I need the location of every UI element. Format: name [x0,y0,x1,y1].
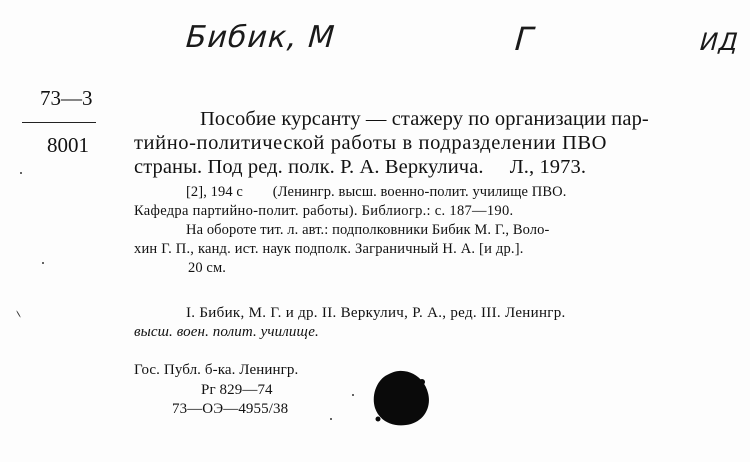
handwritten-author: Бибик, М [184,20,337,55]
entry-line-2: тийно-политической работы в подразделении ПВО [134,132,608,154]
footer-code: 73—ОЭ—4955/38 [172,401,289,417]
shelf-number: 8001 [47,133,89,157]
tracing-line-2: высш. воен. полит. училище. [134,324,319,340]
entry-line-4: [2], 194 с (Ленингр. высш. военно-полит. училище ПВО. [186,184,567,200]
entry-line-6: На обороте тит. л. авт.: подполковники Бибик М. Г., Воло- [186,222,550,238]
speck [42,262,44,264]
handwritten-letter: Г [513,20,536,58]
speck [16,310,21,317]
entry-line-8: 20 см. [188,260,226,276]
footer-library: Гос. Публ. б-ка. Ленингр. [134,362,299,378]
shelf-divider [22,122,96,123]
entry-line-5: Кафедра партийно-полит. работы). Библиогр.: с. 187—190. [134,203,514,219]
footer-rg: Рг 829—74 [201,382,273,398]
speck [20,172,22,174]
tracing-line-1: I. Бибик, М. Г. и др. II. Веркулич, Р. А., ред. III. Ленингр. [186,305,566,321]
shelf-code: 73—3 [40,86,93,110]
handwritten-mark: ИД [699,28,740,56]
ink-blot [365,368,435,428]
speck [352,394,354,396]
entry-line-3: страны. Под ред. полк. Р. А. Веркулича. Л., 1973. [134,156,587,178]
entry-line-1: Пособие курсанту — стажеру по организации пар- [200,108,649,130]
entry-line-7: хин Г. П., канд. ист. наук подполк. Заграничный Н. А. [и др.]. [134,241,524,257]
speck [330,418,332,420]
